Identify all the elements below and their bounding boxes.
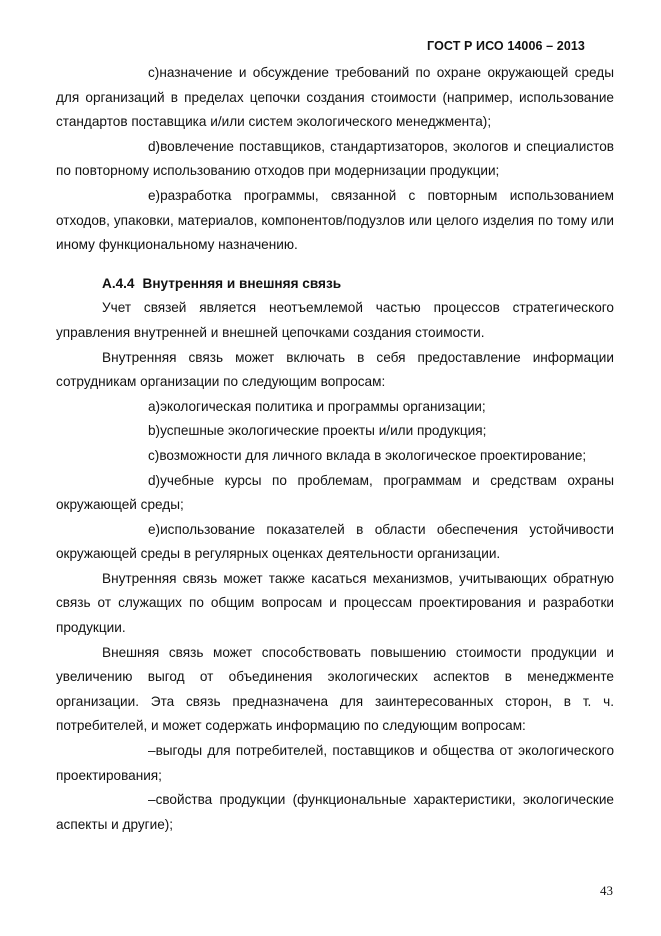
list-item-text: выгоды для потребителей, поставщиков и общества от экологического проектирования;	[56, 743, 614, 783]
list-item-text: успешные экологические проекты и/или продукция;	[160, 423, 487, 439]
list-marker: a)	[148, 398, 161, 414]
list-item-text: учебные курсы по проблемам, программам и средствам охраны окружающей среды;	[56, 472, 614, 513]
list-item	[56, 184, 614, 258]
list-marker: d)	[148, 138, 161, 154]
section-heading	[56, 272, 614, 297]
list-item	[56, 788, 614, 837]
page-number: 43	[600, 883, 613, 898]
list-marker: c)	[148, 447, 160, 463]
list-item	[56, 739, 614, 788]
document-body	[56, 61, 614, 837]
list-marker: c)	[148, 65, 160, 80]
paragraph-feedback: Внутренняя связь может также касаться механизмов, учитывающих обратную связь от служащих по общим вопросам и процессам проектирования и разработки продукции.	[56, 570, 614, 636]
list-marker: e)	[148, 521, 161, 537]
list-item	[56, 444, 614, 469]
standard-header: ГОСТ Р ИСО 14006 – 2013	[427, 39, 585, 53]
list-marker: d)	[148, 472, 161, 488]
paragraph-internal: Внутренняя связь может включать в себя предоставление информации сотрудникам организации по следующим вопросам:	[56, 349, 614, 390]
list-marker: –	[148, 792, 156, 808]
list-item	[56, 419, 614, 444]
list-item-text: разработка программы, связанной с повторным использованием отходов, упаковки, материалов, компонентов/подузлов или целого изделия по тому или иному функциональному назначению.	[56, 187, 614, 253]
paragraph-intro: Учет связей является неотъемлемой частью процессов стратегического управления внутренней и внешней цепочками создания стоимости.	[56, 300, 614, 340]
list-item	[56, 395, 614, 420]
list-item-text: вовлечение поставщиков, стандартизаторов, экологов и специалистов по повторному использованию отходов при модернизации продукции;	[56, 138, 614, 179]
list-marker: b)	[148, 423, 161, 439]
list-item-text: экологическая политика и программы организации;	[160, 398, 486, 414]
list-item-text: использование показателей в области обеспечения устойчивости окружающей среды в регулярных оценках деятельности организации.	[56, 521, 614, 562]
paragraph-external: Внешняя связь может способствовать повышению стоимости продукции и увеличению выгод от объединения экологических аспектов в менеджменте организации. Эта связь предназначена для заинтересованных сторон, в т. ч. потребителей, и может содержать информацию по следующим вопросам:	[56, 644, 614, 734]
list-item-text: назначение и обсуждение требований по охране окружающей среды для организаций в пределах цепочки создания стоимости (например, использование стандартов поставщика и/или систем экологического менеджмента);	[56, 65, 614, 130]
list-item	[56, 469, 614, 518]
list-item-text: возможности для личного вклада в экологическое проектирование;	[159, 447, 587, 463]
section-title: Внутренняя и внешняя связь	[142, 275, 342, 291]
list-marker: e)	[148, 187, 161, 203]
list-item-text: свойства продукции (функциональные характеристики, экологические аспекты и другие);	[56, 792, 614, 832]
list-item	[56, 518, 614, 567]
list-marker: –	[148, 743, 156, 759]
list-item	[56, 61, 614, 135]
section-number: А.4.4	[102, 275, 135, 291]
list-item	[56, 135, 614, 184]
